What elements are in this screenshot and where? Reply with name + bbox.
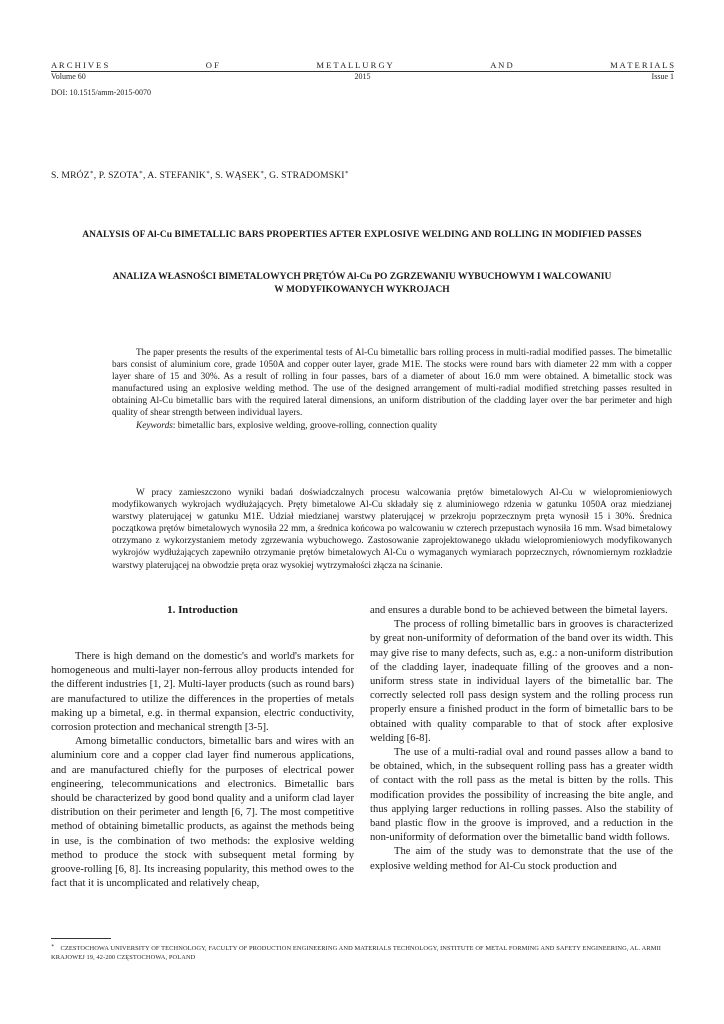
body-paragraph: The process of rolling bimetallic bars in grooves is characterized by great non-uniformity of deformation of the band over its width. This may give rise to many defects, such as, e.g.: a non-uniform distribution of the cladding layer, inadequate filling of the grooves and a non-uniform stress state in individual layers of the bimetallic bar. The correctly selected roll pass design system and the rolling process run properly ensure a finished product in the form of bimetallic bars to be obtained with quality comparable to that of stock after explosive welding [6-8]. [370,619,673,744]
title-polish-line: W MODYFIKOWANYCH WYKROJACH [274,285,450,295]
volume-label: Volume 60 [51,72,86,81]
abstract-english [112,347,672,432]
doi: DOI: 10.1515/amm-2015-0070 [51,88,151,97]
title-polish-line: ANALIZA WŁASNOŚCI BIMETALOWYCH PRĘTÓW Al-Cu PO ZGRZEWANIU WYBUCHOWYM I WALCOWANIU [112,272,612,282]
author-marker: ∗ [205,170,211,176]
author-marker: ∗ [138,170,143,176]
journal-word: A N D [490,60,513,70]
title-polish [60,271,664,297]
author-name: G. STRADOMSKI [269,170,345,182]
abstract-text: W pracy zamieszczono wyniki badań doświadczalnych procesu walcowania prętów bimetalowych Al-Cu w wielopromieniowych modyfikowanych wykrojach wydłużających. Pręty bimetalowe Al-Cu składały się z aluminiowego rdzenia w gatunku 1050A oraz miedzianej warstwy platerującej w gatunku M1E. Udział miedzianej warstwy platerującej w przekroju poprzecznym pręta wynosił 15 i 30%. Średnica początkowa prętów bimetalowych wynosiła 22 mm, a średnica końcowa po walcowaniu w czterech przepustach wynosiła 16 mm. Wsad bimetalowy otrzymano z wykorzystaniem metody zgrzewania wybuchowego. Zastosowanie zaprojektowanego układu wielopromieniowych modyfikowanych wykrojów wydłużających zapewniło otrzymanie prętów bimetalowych Al-Cu o wymaganych wymiarach poprzecznych, równomiernym rozkładzie warstwy platerującej na obwodzie pręta oraz wysokiej wytrzymałości złącza na ścinanie. [112,488,672,571]
footnote-marker: ∗ [51,944,55,949]
body-paragraph: There is high demand on the domestic's and world's markets for homogeneous and multi-layer non-ferrous alloy products intended for the different industries [1, 2]. Multi-layer products (such as round bars) are manufactured to utilize the differences in the properties of metals making up a bimetal, e.g. in thermal expansion, electric conductivity, corrosion protection and mechanical strength [3-5]. [51,651,354,734]
abstract-polish [112,487,672,572]
author-list: S. MRÓZ∗, P. SZOTA∗, A. STEFANIK∗, S. WĄSEK∗, G. STRADOMSKI∗ [51,170,349,182]
title-english: ANALYSIS OF Al-Cu BIMETALLIC BARS PROPERTIES AFTER EXPLOSIVE WELDING AND ROLLING IN MODIFIED PASSES [82,230,642,240]
journal-word: M E T A L L U R G Y [316,60,393,70]
issue-label: Issue 1 [651,72,674,81]
footnote-rule [51,938,111,939]
year-label: 2015 [354,72,371,81]
author-name: A. STEFANIK [147,170,206,182]
body-paragraph: The aim of the study was to demonstrate that the use of the explosive welding method for Al-Cu stock production and [370,846,673,872]
body-paragraph: The use of a multi-radial oval and round passes allow a band to be obtained, which, in the subsequent rolling pass has a greater width of contact with the roll pass as the metal is bitten by the rolls. This modification provides the possibility of increasing the bite angle, and thus applying larger reductions in rolling passes. Also the stability of band plastic flow in the groove is improved, and a reduction in the non-uniformity of deformation over the bimetallic band width follows. [370,747,673,844]
author-marker: ∗ [344,170,349,176]
section-heading: 1. Introduction [167,604,238,616]
body-paragraph: and ensures a durable bond to be achieved between the bimetal layers. [370,605,668,616]
issue-line [51,72,674,83]
author-name: S. WĄSEK [215,170,260,182]
author-name: P. SZOTA [98,170,139,182]
keywords-line [112,420,672,432]
body-column-left [51,650,354,891]
footnote [51,942,674,962]
body-column-right [370,604,673,874]
author-marker: ∗ [259,170,265,176]
journal-title [51,60,674,70]
author-marker: ∗ [89,170,94,176]
keywords-label: Keywords [136,420,173,431]
author-name: S. MRÓZ [51,170,90,182]
journal-word: M A T E R I A L S [610,60,674,70]
abstract-text: The paper presents the results of the experimental tests of Al-Cu bimetallic bars rolling process in multi-radial modified passes. The bimetallic bars consist of aluminium core, grade 1050A and copper outer layer, grade M1E. The stocks were round bars with diameter 22 mm with a copper layer share of 15 and 30%. As a result of rolling in four passes, bars of a diameter of about 16.0 mm were obtained. A bimetallic stock was manufactured using an explosive welding method. The use of the designed arrangement of multi-radial modified stretching passes resulted in obtaining Al-Cu bimetallic bars with the required lateral dimensions, an uniform distribution of the cladding layer over the bar perimeter and high quality of shear strength between individual layers. [112,348,672,419]
footnote-text: CZESTOCHOWA UNIVERSITY OF TECHNOLOGY, FACULTY OF PRODUCTION ENGINEERING AND MATERIALS TECHNOLOGY, INSTITUTE OF METAL FORMING AND SAFETY ENGINEERING, AL. ARMII KRAJOWEJ 19, 42-200 CZĘSTOCHOWA, POLAND [51,945,661,962]
body-paragraph: Among bimetallic conductors, bimetallic bars and wires with an aluminium core and a copper clad layer find numerous applications, and are manufactured chiefly for the purposes of electrical power engineering, telecommunications and electronics. Bimetallic bars should be characterized by good bond quality and a uniform clad layer distribution on their perimeter and length [6, 7]. The most competitive method of obtaining bimetallic products, as against the methods being in use, is the combination of two methods: the explosive welding method to produce the stock with subsequent metal forming by groove-rolling [6, 8]. Its increasing popularity, this method owes to the fact that it is uncomplicated and relatively cheap, [51,736,354,890]
journal-word: O F [205,60,219,70]
journal-word: A R C H I V E S [51,60,109,70]
keywords-text: : bimetallic bars, explosive welding, groove-rolling, connection quality [172,420,438,431]
